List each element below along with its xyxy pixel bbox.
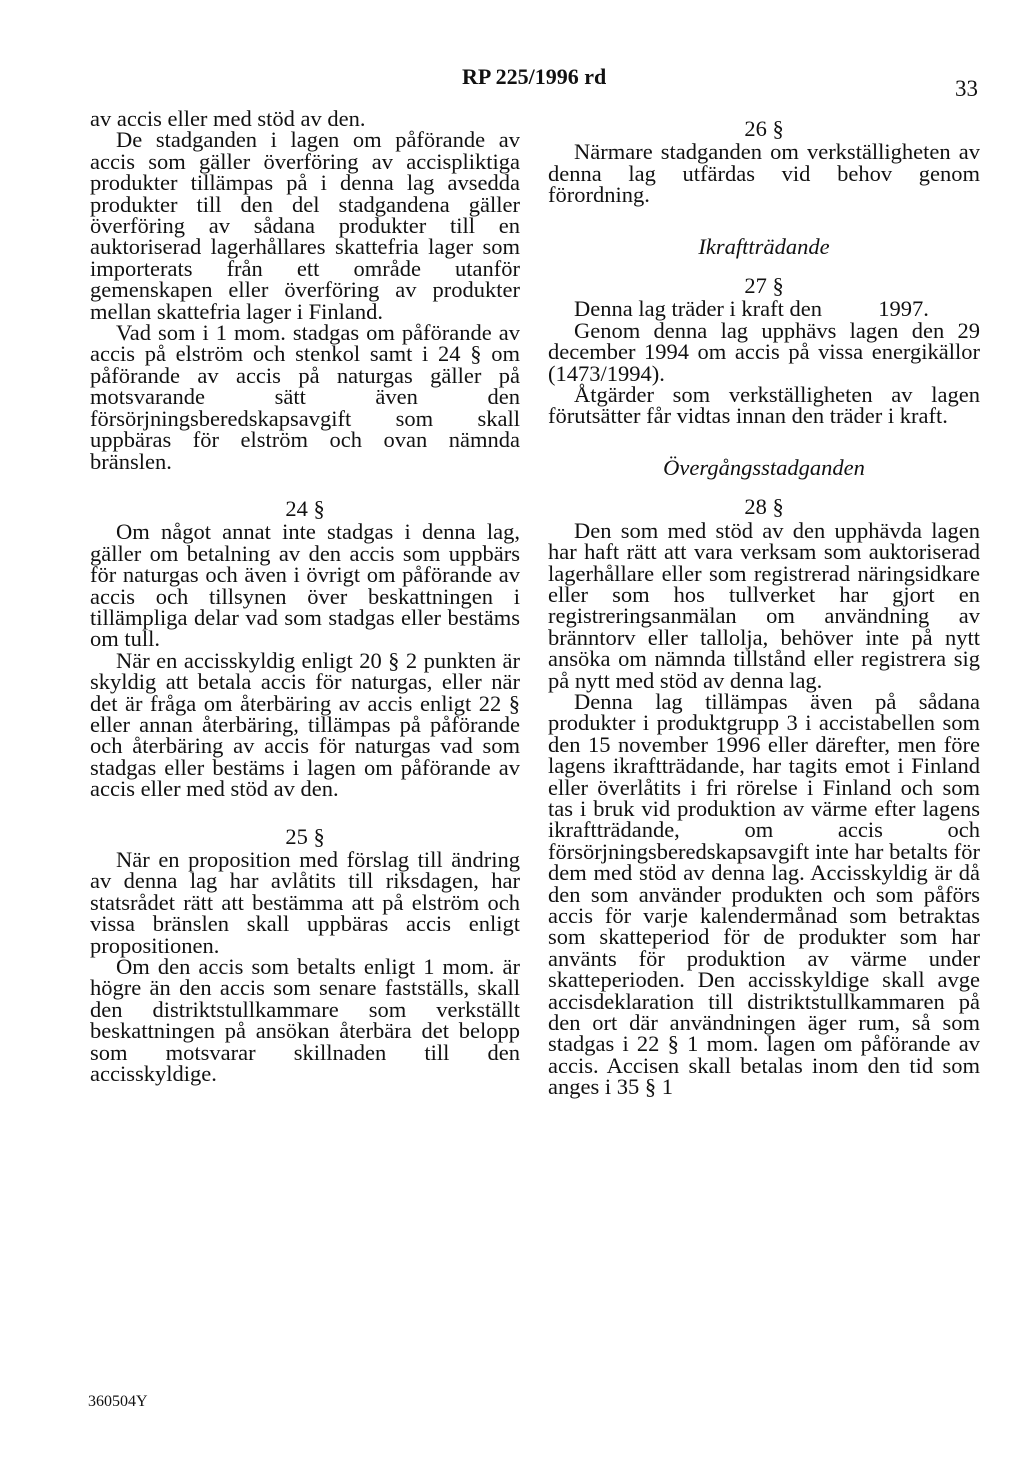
paragraph: Om den accis som betalts enligt 1 mom. är högre än den accis som senare fastställs, skall den distriktstullkammare som verkställt beskattningen på ansökan återbära det belopp som motsvarar skillnaden till den accisskyldige. [90,954,520,1087]
document-header-title: RP 225/1996 rd [462,64,607,89]
footer-code: 360504Y [88,1393,148,1410]
section-heading-27: 27 § [744,273,784,299]
paragraph: Vad som i 1 mom. stadgas om påförande av accis på elström och stenkol samt i 24 § om påförande av accis på naturgas gäller på motsvarande sätt även den försörjningsberedskapsavgift som skall uppbäras för elström och ovan nämnda bränslen. [90,320,520,474]
section-heading-26: 26 § [744,116,784,141]
paragraph: Om något annat inte stadgas i denna lag, gäller om betalning av den accis som uppbärs för naturgas och även i övrigt om påförande av accis och tillsynen över beskattningen i tillämpliga delar vad som stadgas eller bestäms om tull. [90,519,520,652]
left-column [90,106,520,1087]
heading-ikrafttradande: Ikraftträdande [698,233,830,259]
paragraph: Denna lag tillämpas även på sådana produkter i produktgrupp 3 i accistabellen som den 15 november 1996 eller därefter, men före lagens ikraftträdande, har tagits emot i Finland eller överlåtits i fri rörelse i Finland och som tas i bruk vid produktion av värme efter lagens ikraftträdande, om accis och försörjningsberedskapsavgift inte har betalts för dem med stöd av denna lag. Accisskyldig är då den som använder produkten och som påförs accis för varje kalendermånad som betraktas som skatteperiod för de produkter som har använts för produktion av värme under skatteperioden. Den accisskyldige skall avge accisdeklaration till distriktstullkammaren på den ort där användningen äger rum, så som stadgas i 22 § 1 mom. lagen om påförande av accis. Accisen skall betalas inom den tid som anges i 35 § 1 [548,688,980,1100]
heading-overgangsstadganden: Övergångsstadganden [663,454,865,480]
continuation-paragraph: av accis eller med stöd av den. [90,106,366,131]
paragraph: Närmare stadganden om verkställigheten av denna lag utfärdas vid behov genom förordning. [548,139,980,208]
section-heading-25: 25 § [285,823,325,849]
paragraph: Genom denna lag upphävs lagen den 29 december 1994 om accis på vissa energikällor (1473/1994). [548,317,980,386]
paragraph: När en accisskyldig enligt 20 § 2 punkten är skyldig att betala accis för naturgas, eller när det är fråga om återbäring av accis enligt 22 § eller annan återbäring, tillämpas på påförande och återbäring av accis för naturgas vad som stadgas eller bestäms i lagen om påförande av accis eller med stöd av den. [90,647,520,802]
paragraph: När en proposition med förslag till ändring av denna lag har avlåtits till riksdagen, har statsrådet rätt att bestämma att på elström och vissa bränslen skall uppbäras accis enligt propositionen. [90,847,520,958]
right-column [548,108,980,1098]
paragraph: Åtgärder som verkställigheten av lagen förutsätter får vidtas innan den träder i kraft. [548,382,980,429]
paragraph: Den som med stöd av den upphävda lagen har haft rätt att vara verksam som auktoriserad lagerhållare eller som registrerad näringsidkare eller som hos tullverket har gjort en registreringsanmälan om användning av bränntorv eller tallolja, behöver inte på nytt ansöka om nämnda tillstånd eller registrera sig på nytt med stöd av denna lag. [548,517,980,693]
paragraph: De stadganden i lagen om påförande av accis som gäller överföring av accispliktiga produkter tillämpas på i denna lag avsedda produkter till den del stadgandena gäller överföring av sådana produkter till en auktoriserad lagerhållares skattefria lager som importerats från ett område utanför gemenskapen eller överföring av produkter mellan skattefria lager i Finland. [90,127,520,324]
section-heading-28: 28 § [744,494,784,520]
page-number: 33 [955,76,978,101]
section-heading-24: 24 § [285,495,325,521]
paragraph: Denna lag träder i kraft den 1997. [574,296,929,322]
